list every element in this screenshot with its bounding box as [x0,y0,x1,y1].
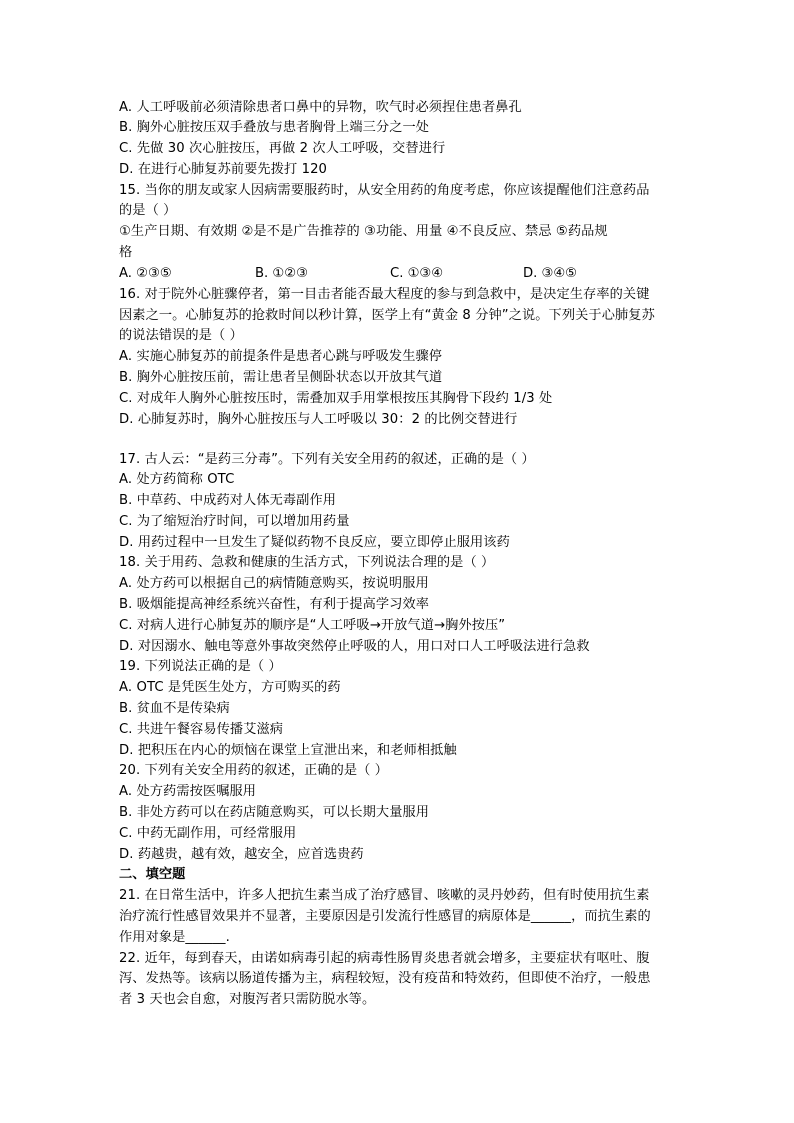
q16-option-d: D. 心肺复苏时，胸外心脏按压与人工呼吸以 30：2 的比例交替进行 [119,412,518,427]
q19-option-a: A. OTC 是凭医生处方，方可购买的药 [119,680,341,695]
section-heading-fill-in: 二、填空题 [119,867,186,882]
q17-option-a: A. 处方药简称 OTC [119,472,235,487]
q18-option-c: C. 对病人进行心肺复苏的顺序是“人工呼吸→开放气道→胸外按压” [119,618,506,633]
q22-line2: 泻、发热等。该病以肠道传播为主，病程较短，没有疫苗和特效药，但即使不治疗，一般患 [119,971,651,986]
q17-option-d: D. 用药过程中一旦发生了疑似药物不良反应，要立即停止服用该药 [119,535,510,550]
q15-stem-line2: 的是（ ） [119,203,177,218]
q22-line3: 者 3 天也会自愈，对腹泻者只需防脱水等。 [119,992,376,1007]
q15-items-line2: 格 [119,245,133,260]
q17-option-b: B. 中草药、中成药对人体无毒副作用 [119,493,337,508]
q15-stem-line1: 15. 当你的朋友或家人因病需要服药时，从安全用药的角度考虑，你应该提醒他们注意药品 [119,183,650,198]
q14-option-c: C. 先做 30 次心脏按压，再做 2 次人工呼吸，交替进行 [119,141,446,156]
q21-line3: 作用对象是______. [119,930,230,945]
q19-stem: 19. 下列说法正确的是（ ） [119,659,282,674]
q16-option-b: B. 胸外心脏按压前，需让患者呈侧卧状态以开放其气道 [119,370,443,385]
q14-option-b: B. 胸外心脏按压双手叠放与患者胸骨上端三分之一处 [119,120,430,135]
q15-option-d: D. ③④⑤ [523,266,578,281]
q21-line2: 治疗流行性感冒效果并不显著，主要原因是引发流行性感冒的病原体是______，而抗生素的 [119,909,651,924]
q15-items-line1: ①生产日期、有效期 ②是不是广告推荐的 ③功能、用量 ④不良反应、禁忌 ⑤药品规 [119,224,608,239]
q17-stem: 17. 古人云：“是药三分毒”。下列有关安全用药的叙述，正确的是（ ） [119,452,535,467]
q14-option-a: A. 人工呼吸前必须清除患者口鼻中的异物，吹气时必须捏住患者鼻孔 [119,100,522,115]
q16-option-c: C. 对成年人胸外心脏按压时，需叠加双手用掌根按压其胸骨下段约 1/3 处 [119,391,553,406]
q21-line1: 21. 在日常生活中，许多人把抗生素当成了治疗感冒、咳嗽的灵丹妙药，但有时使用抗生素 [119,888,650,903]
q18-stem: 18. 关于用药、急救和健康的生活方式，下列说法合理的是（ ） [119,555,495,570]
q19-option-b: B. 贫血不是传染病 [119,701,230,716]
q20-option-c: C. 中药无副作用，可经常服用 [119,826,297,841]
q15-option-a: A. ②③⑤ [119,266,172,281]
q16-stem-line2: 因素之一。心肺复苏的抢救时间以秒计算，医学上有“黄金 8 分钟”之说。下列关于心肺复苏 [119,308,655,323]
q16-stem-line1: 16. 对于院外心脏骤停者，第一目击者能否最大程度的参与到急救中，是决定生存率的关键 [119,287,650,302]
q17-option-c: C. 为了缩短治疗时间，可以增加用药量 [119,514,350,529]
q15-option-c: C. ①③④ [390,266,444,281]
q18-option-b: B. 吸烟能提高神经系统兴奋性，有利于提高学习效率 [119,597,430,612]
q22-line1: 22. 近年，每到春天，由诺如病毒引起的病毒性肠胃炎患者就会增多，主要症状有呕吐、腹 [119,951,650,966]
q14-option-d: D. 在进行心肺复苏前要先拨打 120 [119,162,328,177]
q19-option-c: C. 共进午餐容易传播艾滋病 [119,722,284,737]
q20-option-a: A. 处方药需按医嘱服用 [119,784,257,799]
q16-stem-line3: 的说法错误的是（ ） [119,328,243,343]
q16-option-a: A. 实施心肺复苏的前提条件是患者心跳与呼吸发生骤停 [119,349,443,364]
q18-option-d: D. 对因溺水、触电等意外事故突然停止呼吸的人，用口对口人工呼吸法进行急救 [119,639,590,654]
q20-option-d: D. 药越贵，越有效，越安全，应首选贵药 [119,847,364,862]
q19-option-d: D. 把积压在内心的烦恼在课堂上宣泄出来，和老师相抵触 [119,743,457,758]
q20-stem: 20. 下列有关安全用药的叙述，正确的是（ ） [119,763,389,778]
q20-option-b: B. 非处方药可以在药店随意购买，可以长期大量服用 [119,805,430,820]
q18-option-a: A. 处方药可以根据自己的病情随意购买，按说明服用 [119,576,429,591]
q15-option-b: B. ①②③ [255,266,308,281]
